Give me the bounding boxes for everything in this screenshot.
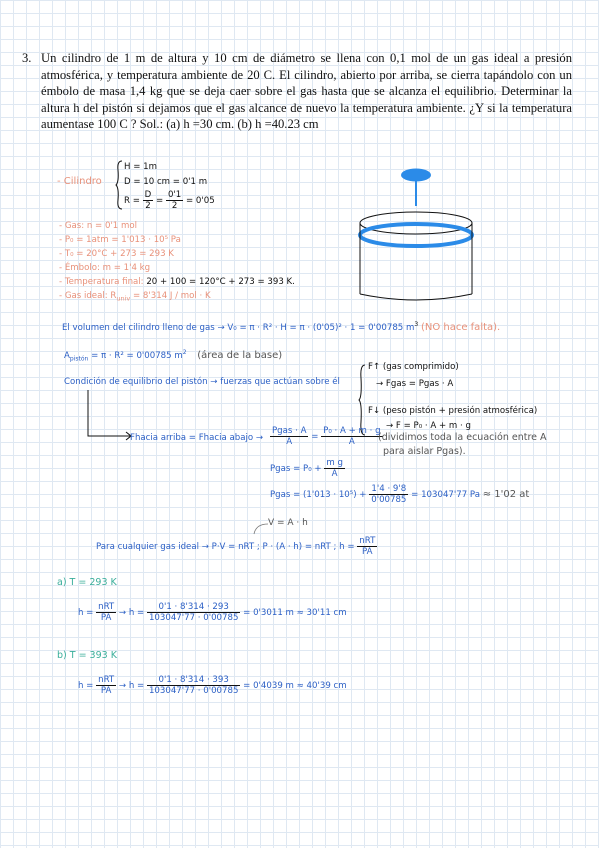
problem-text: Un cilindro de 1 m de altura y 10 cm de diámetro se llena con 0,1 mol de un gas ideal a presión atmosférica, y temperatura ambiente de 20 C. El cilindro, abierto por arriba, se cierra tapándolo con un émbolo de masa 1,4 kg que se deja caer sobre el gas hasta que se alcanza el equilibrio. Determinar la altura h del pistón si dejamos que el gas alcance de nuevo la temperatura ambiente. ¿Y si la temperatura aumentase 100 C ? Sol.: (a) h =30 cm. (b) h =40.23 cm (41, 51, 572, 132)
part-b-label: b) T = 393 K (57, 650, 117, 661)
data-r-prefix: R = (124, 196, 140, 206)
balance-fraction: Pgas · A A = $\frac{\text{P₀ · A + m · g}}{A}$ (272, 426, 381, 447)
force-up-equation: → Fgas = Pgas · A (376, 379, 454, 389)
ideal-gas-line: Para cualquier gas ideal → P·V = nRT ; P · (A · h) = nRT ; h = nRT PA (96, 536, 376, 557)
data-h: H = 1m (124, 162, 157, 172)
volume-line: El volumen del cilindro lleno de gas → V₀ = π · R² · H = π · (0'05)² · 1 = 0'00785 $m^3$ (NO hace falta). (62, 321, 501, 333)
cylinder-sketch-icon (340, 166, 470, 306)
part-a-equation: h = nRT PA → h = $\frac{0'1 \cdot 8'314 \cdot 293}{103047'77 \cdot 0'00785}$ = 0'3011 m ≈ 30'11 cm (78, 602, 347, 623)
force-down-equation: → F = P₀ · A + m · g (386, 421, 471, 431)
equilibrium-condition: Condición de equilibrio del pistón → fuerzas que actúan sobre él (64, 377, 340, 387)
force-down-label: F↓ (peso pistón + presión atmosférica) (368, 406, 538, 416)
data-r-frac1: $\frac{D}{2}$ (144, 190, 152, 211)
v-annotation: V = A · h (268, 518, 308, 528)
balance-note-1: (dividimos toda la ecuación entre A (378, 432, 547, 443)
data-d: D = 10 cm = 0'1 m (124, 177, 208, 187)
balance-note-2: para aislar Pgas). (383, 446, 466, 457)
problem-statement (22, 50, 572, 133)
data-r: R = $\frac{D}{2}$ = $\frac{0'1}{2}$ = 0'05 (124, 190, 215, 211)
force-up-label: F↑ (gas comprimido) (368, 362, 459, 372)
data-embolo: - Émbolo: m = 1'4 kg (59, 263, 151, 273)
hook-arrow-icon (86, 390, 136, 440)
data-gas: - Gas: n = 0'1 mol (59, 221, 138, 231)
brace-icon (115, 160, 123, 210)
pgas-formula: Pgas = P₀ + $\frac{\text{m g}}{A}$ (270, 458, 343, 479)
area-line: $A_{pistón} = \pi \cdot R^2 = 0'00785$ $m^2$ (área de la base) (64, 349, 283, 363)
data-r-frac2: $\frac{0'1}{2}$ (167, 190, 182, 211)
data-r-result: = 0'05 (185, 196, 215, 206)
data-p0: - P₀ = 1atm = 1'013 · 10⁵ Pa (59, 235, 181, 245)
part-a-label: a) T = 293 K (57, 577, 117, 588)
data-t0: - T₀ = 20°C + 273 = 293 K (59, 249, 174, 259)
part-b-equation: h = nRT PA → h = $\frac{0'1 \cdot 8'314 \cdot 393}{103047'77 \cdot 0'00785}$ = 0'4039 m ≈ 40'39 cm (78, 675, 347, 696)
data-tfinal: - Temperatura final: 20 + 100 = 120°C + 273 = 393 K. (59, 277, 295, 287)
force-balance: Fhacia arriba = Fhacia abajo → (130, 433, 264, 443)
cilindro-label: - Cilindro (57, 176, 102, 187)
problem-number: 3. (22, 51, 32, 65)
pgas-value: Pgas = (1'013 · 10⁵) + $\frac{1'4 \cdot 9'8}{0'00785}$ = 103047'77 Pa ≈ 1'02 at (270, 484, 530, 505)
data-gas-ideal: - Gas ideal: $R_{univ} = 8'314$ J / mol · K (59, 291, 211, 303)
